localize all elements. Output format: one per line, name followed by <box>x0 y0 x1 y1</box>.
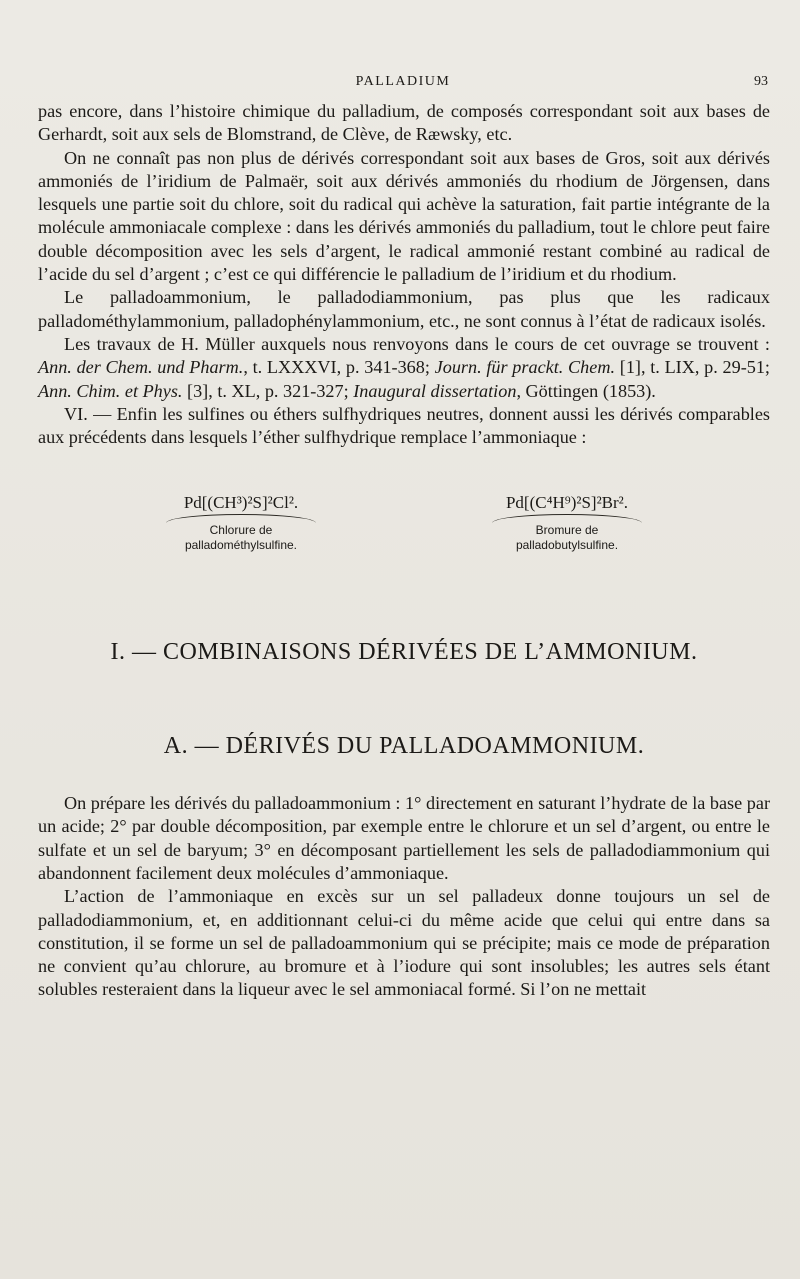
underbrace <box>166 514 316 523</box>
formula-caption-line-1: Chlorure de <box>209 523 273 538</box>
paragraph-sulfines: VI. — Enfin les sulfines ou éthers sulfhydriques neutres, donnent aussi les dérivés comparables aux précédents dans lesquels l’éther sulfhydrique remplace l’ammoniaque : <box>38 403 770 448</box>
formula-text: Pd[(CH³)²S]²Cl². <box>183 493 299 513</box>
paragraph-radicals: Le palladoammonium, le palladodiammonium, pas plus que les radicaux palladométhylammonium, palladophénylammonium, etc., ne sont connus à l’état de radicaux isolés. <box>38 287 770 331</box>
paragraph-continuation: pas encore, dans l’histoire chimique du palladium, de composés correspondant soit aux bases de Gerhardt, soit aux sels de Blomstrand, de Clève, de Ræwsky, etc. <box>38 101 770 145</box>
running-header <box>38 74 768 94</box>
page-number: 93 <box>754 74 768 89</box>
formula-row <box>78 493 730 553</box>
formula-caption-line-2: palladométhylsulfine. <box>184 538 298 553</box>
underbrace <box>492 514 642 523</box>
ref-journal-4: Inaugural dissertation <box>353 380 517 401</box>
formula-caption-line-1: Bromure de <box>535 523 599 538</box>
paragraph-ammonia-action: L’action de l’ammoniaque en excès sur un sel palladeux donne toujours un sel de palladodiammonium, et, en additionnant celui-ci du même acide que celui qui entre dans sa constitution, il se forme un sel de palladoammonium qui se précipite; mais ce mode de préparation ne convient qu’au chlorure, au bromure et à l’iodure qui sont insolubles; les autres sels étant solubles resteraient dans la liqueur avec le sel ammoniacal formé. Si l’on ne mettait <box>38 886 770 1000</box>
ref-journal-1: Ann. der Chem. und Pharm. <box>38 357 244 378</box>
ref-text-1: , t. LXXXVI, p. 341-368; <box>243 357 435 378</box>
subsection-heading: A. — DÉRIVÉS DU PALLADOAMMONIUM. <box>163 732 645 759</box>
ref-journal-2: Journ. für prackt. Chem. <box>434 357 616 378</box>
ref-text-4: , Göttingen (1853). <box>516 380 656 401</box>
formula-bromide <box>492 493 642 553</box>
ref-journal-3: Ann. Chim. et Phys. <box>38 380 183 401</box>
paragraph-preparation: On prépare les dérivés du palladoammonium : 1° directement en saturant l’hydrate de la base par un acide; 2° par double décomposition, par exemple entre le chlorure et un sel d’argent, ou entre le sulfate et un sel de baryum; 3° en décomposant partiellement les sels de palladodiammonium qui abandonnent facilement deux molécules d’ammoniaque. <box>38 793 770 883</box>
formula-text: Pd[(C⁴H⁹)²S]²Br². <box>505 493 629 513</box>
ref-text-2: [1], t. LIX, p. 29-51; <box>615 357 770 378</box>
running-title: PALLADIUM <box>355 74 451 89</box>
paragraph-gros-bases: On ne connaît pas non plus de dérivés correspondant soit aux bases de Gros, soit aux dérivés ammoniés de l’iridium de Palmaër, soit aux dérivés ammoniés du rhodium de Jörgensen, dans lesquels une partie soit du chlore, soit du radical qui achève la saturation, fait partie intégrante de la molécule ammoniacale complexe : dans les dérivés ammoniés du palladium, tout le chlore peut faire double décomposition avec les sels d’argent, le radical ammonié restant combiné au radical de l’acide du sel d’argent ; c’est ce qui différencie le palladium de l’iridium et du rhodium. <box>38 147 770 285</box>
formula-caption-line-2: palladobutylsulfine. <box>515 538 619 553</box>
page-body <box>38 100 770 1002</box>
ref-intro: Les travaux de H. Müller auxquels nous renvoyons dans le cours de cet ouvrage se trouvent : <box>64 333 770 354</box>
section-heading: I. — COMBINAISONS DÉRIVÉES DE L’AMMONIUM. <box>110 639 698 666</box>
ref-text-3: [3], t. XL, p. 321-327; <box>182 380 354 401</box>
formula-chloride <box>166 493 316 553</box>
paragraph-references <box>38 333 770 403</box>
